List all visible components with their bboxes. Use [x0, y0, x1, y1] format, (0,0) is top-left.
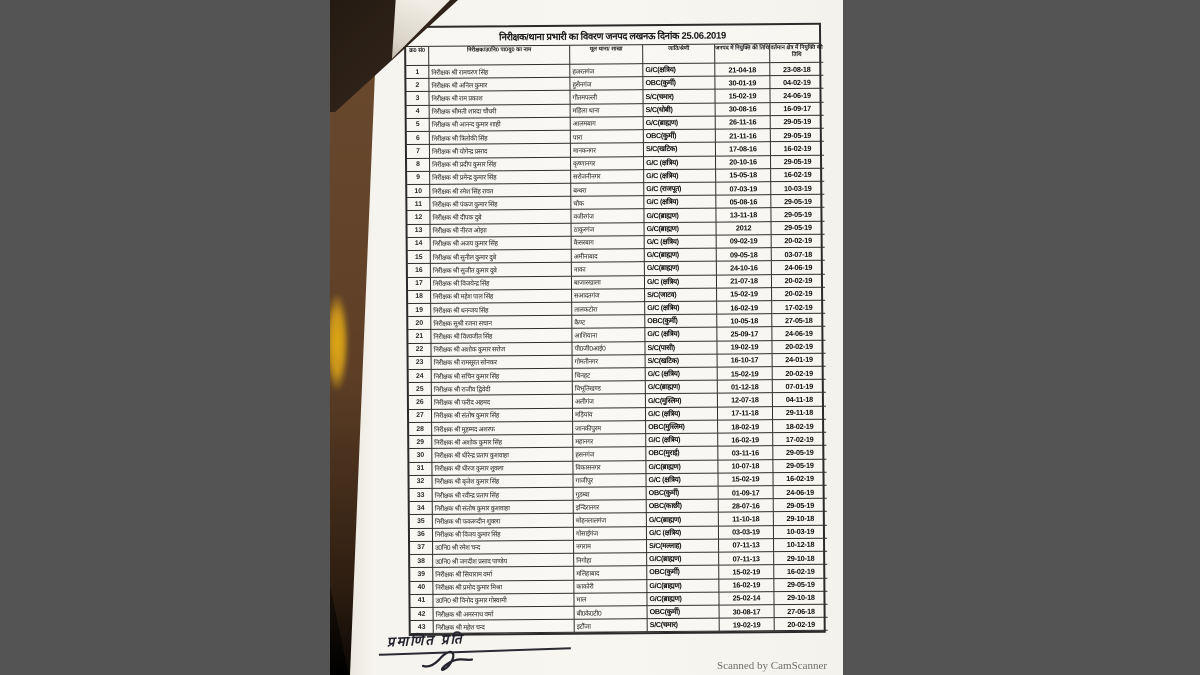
- handwritten-certified-note: प्रमाणित प्रति: [386, 631, 464, 650]
- cell-caste: OBC(मुस्लिम): [646, 420, 718, 434]
- cell-station: नगराम: [574, 540, 647, 554]
- cell-caste: OBC(कुर्मी): [645, 315, 717, 329]
- cell-caste: G/C(ब्राह्मण): [646, 460, 718, 474]
- cell-district-date: 05-08-16: [716, 195, 771, 209]
- cell-station: अमीनाबाद: [572, 249, 645, 263]
- cell-caste: G/C (क्षत्रिय): [644, 156, 716, 170]
- cell-area-date: 20-02-19: [772, 287, 825, 301]
- cell-station: बाजारखाला: [572, 276, 645, 290]
- cell-area-date: 29-05-19: [773, 459, 826, 473]
- cell-name: निरीक्षक श्रीमती शारदा चौधरी: [430, 104, 571, 118]
- cell-caste: G/C(क्षत्रिय): [643, 64, 715, 78]
- cell-district-date: 03-03-19: [719, 526, 774, 540]
- cell-district-date: 2012: [717, 222, 772, 236]
- cell-district-date: 17-11-18: [718, 407, 773, 421]
- cell-area-date: 20-02-19: [772, 235, 825, 249]
- cell-caste: G/C(ब्राह्मण): [644, 116, 716, 130]
- cell-caste: OBC(कुर्मी): [643, 77, 715, 91]
- cell-district-date: 30-01-19: [715, 76, 770, 90]
- cell-district-date: 12-07-18: [718, 394, 773, 408]
- cell-district-date: 19-02-19: [720, 618, 775, 632]
- cell-caste: G/C(ब्राह्मण): [645, 249, 717, 263]
- cell-station: पारा: [571, 130, 644, 144]
- cell-area-date: 03-07-18: [772, 248, 825, 262]
- cell-name: निरीक्षक श्री धीरेन्द्र प्रताप कुशवाहा: [432, 448, 573, 462]
- cell-area-date: 29-10-18: [774, 591, 827, 605]
- cell-district-date: 30-08-16: [716, 103, 771, 117]
- cell-area-date: 18-02-19: [773, 420, 826, 434]
- cell-district-date: 01-09-17: [719, 486, 774, 500]
- cell-district-date: 25-02-14: [719, 592, 774, 606]
- cell-name: निरीक्षक श्री राजीव द्विवेदी: [432, 382, 573, 396]
- scanned-photo: [330, 0, 843, 675]
- cell-area-date: 16-02-19: [774, 565, 827, 579]
- cell-name: निरीक्षक श्री दीपक दुबे: [430, 210, 571, 224]
- cell-station: हजरतगंज: [570, 64, 643, 78]
- cell-serial: 27: [409, 410, 432, 423]
- cell-caste: G/C (राजपूत): [644, 183, 716, 197]
- header-name: निरीक्षक/उ0नि0 पा0यु0 का नाम: [429, 46, 570, 66]
- cell-caste: G/C(ब्राह्मण): [647, 592, 719, 606]
- cell-area-date: 24-06-19: [770, 89, 823, 103]
- cell-caste: G/C (क्षत्रिय): [645, 302, 717, 316]
- cell-name: निरीक्षक श्री धीरज कुमार शुक्ला: [432, 461, 573, 475]
- printed-document: [330, 0, 843, 675]
- cell-area-date: 17-02-19: [772, 301, 825, 315]
- cell-area-date: 10-03-19: [771, 182, 824, 196]
- cell-name: निरीक्षक श्री रामसूरत सोनकर: [432, 356, 573, 370]
- cell-name: निरीक्षक श्री संतोष कुमार कुशवाहा: [433, 501, 574, 515]
- cell-area-date: 24-01-19: [773, 354, 826, 368]
- cell-district-date: 16-02-19: [717, 301, 772, 315]
- cell-station: काकोरी: [574, 580, 647, 594]
- cell-station: तालकटोरा: [572, 302, 645, 316]
- cell-district-date: 01-12-18: [718, 380, 773, 394]
- cell-area-date: 17-02-19: [773, 433, 826, 447]
- cell-district-date: 10-05-18: [717, 314, 772, 328]
- header-serial: क्र0 सं0: [406, 47, 429, 66]
- cell-caste: G/C(ब्राह्मण): [645, 222, 717, 236]
- cell-name: निरीक्षक श्री अशोक कुमार सरोज: [431, 342, 572, 356]
- cell-caste: G/C (क्षत्रिय): [646, 407, 718, 421]
- cell-serial: 17: [408, 277, 431, 290]
- cell-serial: 5: [407, 119, 430, 132]
- cell-caste: S/C(खटिक): [644, 143, 716, 157]
- cell-serial: 39: [410, 568, 433, 581]
- cell-caste: OBC(कुर्मी): [647, 566, 719, 580]
- cell-district-date: 16-10-17: [718, 354, 773, 368]
- cell-station: मानकनगर: [571, 143, 644, 157]
- cell-name: निरीक्षक श्री विजय कुमार सिंह: [433, 527, 574, 541]
- cell-serial: 19: [408, 304, 431, 317]
- cell-area-date: 04-02-19: [770, 76, 823, 90]
- cell-serial: 13: [408, 224, 431, 237]
- cell-station: नाका: [572, 262, 645, 276]
- cell-serial: 10: [407, 185, 430, 198]
- cell-district-date: 03-11-16: [718, 447, 773, 461]
- cell-name: निरीक्षक श्री सुनील कुमार दुबे: [431, 250, 572, 264]
- cell-area-date: 24-06-19: [774, 486, 827, 500]
- cell-caste: S/C(मल्लाह): [647, 539, 719, 553]
- cell-name: निरीक्षक सुश्री रजना सचान: [431, 316, 572, 330]
- cell-district-date: 16-02-19: [719, 579, 774, 593]
- cell-serial: 25: [409, 383, 432, 396]
- cell-name: निरीक्षक श्री बृजेश कुमार सिंह: [433, 475, 574, 489]
- cell-serial: 23: [409, 357, 432, 370]
- cell-name: निरीक्षक श्री योगेन्द्र प्रसाद: [430, 144, 571, 158]
- cell-station: गोसाईगंज: [574, 527, 647, 541]
- cell-station: वजीरगंज: [571, 210, 644, 224]
- cell-area-date: 16-02-19: [773, 473, 826, 487]
- cell-district-date: 21-04-18: [715, 63, 770, 77]
- cell-station: विकासनगर: [573, 461, 646, 475]
- cell-caste: G/C(ब्राह्मण): [647, 513, 719, 527]
- cell-district-date: 25-09-17: [717, 328, 772, 342]
- cell-area-date: 24-06-19: [772, 261, 825, 275]
- cell-serial: 26: [409, 396, 432, 409]
- cell-station: बन्थरा: [571, 183, 644, 197]
- cell-district-date: 17-08-16: [716, 142, 771, 156]
- cell-area-date: 29-05-19: [774, 578, 827, 592]
- cell-district-date: 07-03-19: [716, 182, 771, 196]
- cell-name: निरीक्षक श्री महेश पाल सिंह: [431, 289, 572, 303]
- cell-name: उ0नि0 श्री विनोद कुमार गोस्वामी: [433, 593, 574, 607]
- cell-serial: 29: [409, 436, 432, 449]
- cell-caste: G/C(ब्राह्मण): [646, 381, 718, 395]
- cell-station: इन्दिरानगर: [574, 500, 647, 514]
- cell-station: कैण्ट: [572, 315, 645, 329]
- cell-area-date: 20-02-19: [775, 618, 828, 632]
- cell-station: मोहनलालगंज: [574, 514, 647, 528]
- cell-station: गाजीपुर: [573, 474, 646, 488]
- cell-station: कृष्णानगर: [571, 157, 644, 171]
- cell-area-date: 16-02-19: [771, 169, 824, 183]
- cell-area-date: 16-09-17: [771, 102, 824, 116]
- cell-name: निरीक्षक श्री अनिल कुमार: [429, 78, 570, 92]
- cell-serial: 28: [409, 423, 432, 436]
- header-area-date: वर्तमान क्षेत्र में नियुक्ति की तिथि: [770, 44, 823, 63]
- cell-district-date: 24-10-16: [717, 261, 772, 275]
- cell-name: उ0नि0 श्री रमेश चन्द: [433, 541, 574, 555]
- cell-area-date: 16-02-19: [771, 142, 824, 156]
- cell-name: निरीक्षक श्री विश्वजीत सिंह: [431, 329, 572, 343]
- cell-area-date: 07-01-19: [773, 380, 826, 394]
- cell-station: आशियाना: [572, 329, 645, 343]
- cell-area-date: 29-05-19: [771, 129, 824, 143]
- cell-caste: OBC(मुराई): [646, 447, 718, 461]
- cell-station: कैसरबाग: [572, 236, 645, 250]
- cell-serial: 20: [408, 317, 431, 330]
- cell-station: महिला थाना: [571, 104, 644, 118]
- cell-area-date: 10-12-18: [774, 539, 827, 553]
- signature-scribble: [421, 648, 475, 674]
- cell-serial: 43: [411, 621, 434, 634]
- cell-name: निरीक्षक श्री सुजीत कुमार दुबे: [431, 263, 572, 277]
- cell-serial: 40: [410, 581, 433, 594]
- cell-caste: S/C(खटिक): [646, 354, 718, 368]
- cell-serial: 22: [408, 343, 431, 356]
- cell-district-date: 11-10-18: [719, 513, 774, 527]
- cell-name: निरीक्षक श्री पंकज कुमार सिंह: [430, 197, 571, 211]
- cell-area-date: 29-11-18: [773, 406, 826, 420]
- cell-serial: 6: [407, 132, 430, 145]
- cell-station: मड़ियांव: [573, 408, 646, 422]
- cell-area-date: 27-05-18: [772, 314, 825, 328]
- cell-serial: 11: [407, 198, 430, 211]
- cell-district-date: 21-07-18: [717, 275, 772, 289]
- cell-station: हुसैनगंज: [570, 77, 643, 91]
- cell-serial: 34: [410, 502, 433, 515]
- cell-serial: 7: [407, 145, 430, 158]
- cell-caste: G/C(ब्राह्मण): [647, 579, 719, 593]
- cell-name: निरीक्षक श्री अमरनाथ वर्मा: [434, 607, 575, 621]
- cell-caste: G/C (क्षत्रिय): [647, 526, 719, 540]
- cell-station: सआदतगंज: [572, 289, 645, 303]
- cell-serial: 12: [407, 211, 430, 224]
- cell-district-date: 07-11-13: [719, 552, 774, 566]
- cell-caste: G/C(मुस्लिम): [646, 394, 718, 408]
- document-title: निरीक्षक/थाना प्रभारी का विवरण जनपद लखनऊ दिनांक 25.06.2019: [406, 25, 819, 47]
- cell-caste: G/C(ब्राह्मण): [647, 553, 719, 567]
- cell-caste: G/C (क्षत्रिय): [644, 196, 716, 210]
- cell-station: इटौंजा: [575, 619, 648, 633]
- cell-caste: OBC(काछी): [647, 500, 719, 514]
- cell-area-date: 10-03-19: [774, 525, 827, 539]
- cell-name: निरीक्षक श्री फकरूदीन शुक्ला: [433, 514, 574, 528]
- cell-area-date: 29-05-19: [774, 499, 827, 513]
- cell-serial: 37: [410, 542, 433, 555]
- cell-area-date: 27-06-18: [775, 605, 828, 619]
- cell-name: निरीक्षक श्री प्रमेन्द्र कुमार सिंह: [430, 170, 571, 184]
- cell-district-date: 15-02-19: [715, 90, 770, 104]
- cell-district-date: 09-02-19: [717, 235, 772, 249]
- cell-caste: G/C(ब्राह्मण): [644, 209, 716, 223]
- cell-name: निरीक्षक श्री राम प्रकाश: [429, 91, 570, 105]
- cell-caste: G/C (क्षत्रिय): [646, 368, 718, 382]
- cell-serial: 18: [408, 291, 431, 304]
- cell-station: पी0जी0आई0: [572, 342, 645, 356]
- cell-serial: 42: [411, 608, 434, 621]
- cell-serial: 38: [410, 555, 433, 568]
- cell-station: गोमतीनगर: [573, 355, 646, 369]
- camscanner-watermark: Scanned by CamScanner: [717, 660, 827, 672]
- cell-district-date: 26-11-16: [716, 116, 771, 130]
- cell-serial: 14: [408, 238, 431, 251]
- cell-area-date: 20-02-19: [772, 274, 825, 288]
- cell-caste: G/C (क्षत्रिय): [645, 235, 717, 249]
- cell-station: विभूतिखण्ड: [573, 381, 646, 395]
- cell-area-date: 29-05-19: [771, 155, 824, 169]
- cell-district-date: 09-05-18: [717, 248, 772, 262]
- cell-caste: G/C (क्षत्रिय): [644, 169, 716, 183]
- cell-serial: 16: [408, 264, 431, 277]
- cell-name: निरीक्षक श्री सियाराम वर्मा: [433, 567, 574, 581]
- cell-area-date: 23-08-18: [770, 63, 823, 77]
- cell-district-date: 15-05-18: [716, 169, 771, 183]
- cell-station: चिनहट: [573, 368, 646, 382]
- cell-area-date: 20-02-19: [772, 340, 825, 354]
- cell-station: माल: [574, 593, 647, 607]
- cell-area-date: 04-11-18: [773, 393, 826, 407]
- cell-serial: 31: [409, 462, 432, 475]
- cell-district-date: 15-02-19: [717, 288, 772, 302]
- cell-station: हसनगंज: [573, 448, 646, 462]
- cell-name: निरीक्षक श्री रवीन्द्र प्रताप सिंह: [433, 488, 574, 502]
- cell-area-date: 29-10-18: [774, 512, 827, 526]
- cell-district-date: 30-08-17: [720, 605, 775, 619]
- cell-district-date: 16-02-19: [718, 433, 773, 447]
- cell-caste: S/C(पासी): [645, 341, 717, 355]
- cell-district-date: 10-07-18: [718, 460, 773, 474]
- cell-district-date: 21-11-16: [716, 129, 771, 143]
- cell-name: निरीक्षक श्री धनन्जय सिंह: [431, 303, 572, 317]
- cell-district-date: 18-02-19: [718, 420, 773, 434]
- cell-name: निरीक्षक श्री मुहम्मद अशरफ: [432, 422, 573, 436]
- cell-name: निरीक्षक श्री प्रमोद कुमार मिश्रा: [433, 580, 574, 594]
- cell-name: उ0नि0 श्री जगदीश प्रसाद पाण्डेय: [433, 554, 574, 568]
- cell-serial: 24: [409, 370, 432, 383]
- cell-station: गुडम्बा: [574, 487, 647, 501]
- cell-caste: S/C(धोबी): [644, 103, 716, 117]
- cell-name: निरीक्षक श्री सचिन कुमार सिंह: [432, 369, 573, 383]
- cell-name: निरीक्षक श्री विजयेन्द्र सिंह: [431, 276, 572, 290]
- cell-area-date: 29-10-18: [774, 552, 827, 566]
- cell-station: सरोजनीनगर: [571, 170, 644, 184]
- cell-name: निरीक्षक श्री त्रिलोकी सिंह: [430, 131, 571, 145]
- cell-area-date: 29-05-19: [771, 116, 824, 130]
- cell-name: निरीक्षक श्री फरीद अहमद: [432, 395, 573, 409]
- cell-serial: 9: [407, 172, 430, 185]
- cell-caste: G/C (क्षत्रिय): [645, 328, 717, 342]
- cell-name: निरीक्षक श्री नीरज ओझा: [431, 223, 572, 237]
- cell-caste: S/C(चमार): [643, 90, 715, 104]
- inspector-table: [404, 23, 826, 637]
- cell-serial: 36: [410, 528, 433, 541]
- cell-caste: OBC(कुर्मी): [648, 606, 720, 620]
- cell-district-date: 15-02-19: [718, 473, 773, 487]
- table-row: [411, 618, 824, 634]
- cell-serial: 33: [410, 489, 433, 502]
- cell-station: आलमबाग: [571, 117, 644, 131]
- cell-name: निरीक्षक श्री प्रदीप कुमार सिंह: [430, 157, 571, 171]
- cell-name: निरीक्षक श्री अशोक कुमार सिंह: [432, 435, 573, 449]
- cell-district-date: 19-02-19: [717, 341, 772, 355]
- cell-caste: G/C (क्षत्रिय): [646, 434, 718, 448]
- cell-area-date: 29-05-19: [773, 446, 826, 460]
- cell-caste: G/C(ब्राह्मण): [645, 262, 717, 276]
- cell-area-date: 29-05-19: [771, 195, 824, 209]
- cell-area-date: 29-05-19: [772, 221, 825, 235]
- cell-area-date: 29-05-19: [771, 208, 824, 222]
- cell-serial: 41: [410, 595, 433, 608]
- cell-name: निरीक्षक श्री संतोष कुमार सिंह: [432, 408, 573, 422]
- cell-caste: OBC(कुर्मी): [647, 487, 719, 501]
- cell-caste: S/C(चमार): [648, 619, 720, 633]
- cell-caste: G/C (क्षत्रिय): [645, 275, 717, 289]
- cell-serial: 3: [406, 92, 429, 105]
- cell-caste: OBC(कुर्मी): [644, 130, 716, 144]
- cell-serial: 35: [410, 515, 433, 528]
- cell-serial: 15: [408, 251, 431, 264]
- cell-district-date: 13-11-18: [716, 209, 771, 223]
- cell-district-date: 20-10-16: [716, 156, 771, 170]
- cell-area-date: 24-06-19: [772, 327, 825, 341]
- table-body: [406, 63, 823, 635]
- cell-serial: 1: [406, 66, 429, 79]
- cell-station: महानगर: [573, 434, 646, 448]
- cell-caste: S/C(जाटव): [645, 288, 717, 302]
- header-caste: जाति/श्रेणी: [643, 45, 715, 65]
- cell-serial: 8: [407, 158, 430, 171]
- cell-station: चौक: [571, 196, 644, 210]
- cell-station: अलीगंज: [573, 395, 646, 409]
- cell-serial: 4: [407, 106, 430, 119]
- cell-station: गौतमपल्ली: [570, 91, 643, 105]
- header-district-date: जनपद में नियुक्ति की तिथि: [715, 44, 770, 63]
- cell-district-date: 28-07-16: [719, 499, 774, 513]
- cell-name: निरीक्षक श्री अजय कुमार सिंह: [431, 237, 572, 251]
- cell-serial: 2: [406, 79, 429, 92]
- cell-station: ठाकुरगंज: [572, 223, 645, 237]
- cell-name: निरीक्षक श्री महेश चन्द: [434, 620, 575, 634]
- cell-name: निरीक्षक श्री आनन्द कुमार शाही: [430, 118, 571, 132]
- cell-area-date: 20-02-19: [773, 367, 826, 381]
- cell-name: निरीक्षक श्री रामचरण सिंह: [429, 65, 570, 79]
- cell-serial: 30: [409, 449, 432, 462]
- cell-serial: 21: [408, 330, 431, 343]
- cell-caste: G/C (क्षत्रिय): [646, 473, 718, 487]
- cell-district-date: 07-11-13: [719, 539, 774, 553]
- cell-serial: 32: [410, 476, 433, 489]
- cell-station: निगोहा: [574, 553, 647, 567]
- cell-name: निरीक्षक श्री रमेश सिंह रावत: [430, 184, 571, 198]
- header-station: मूल थाना/ शाखा: [570, 45, 643, 65]
- cell-station: जानकीपुरम: [573, 421, 646, 435]
- cell-station: बी0के0टी0: [575, 606, 648, 620]
- cell-district-date: 15-02-19: [718, 367, 773, 381]
- cell-district-date: 15-02-19: [719, 565, 774, 579]
- cell-station: मलिहाबाद: [574, 566, 647, 580]
